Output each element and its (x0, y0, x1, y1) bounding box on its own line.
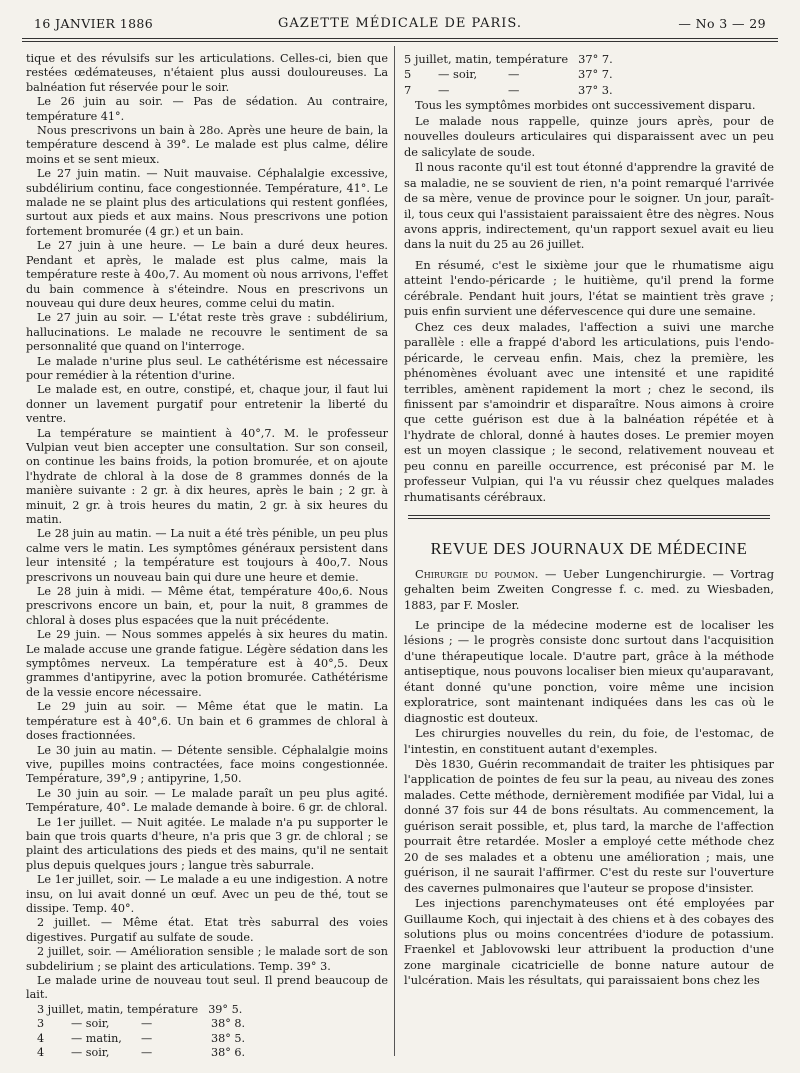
temp-ditto: — (141, 1017, 153, 1031)
paragraph: Le 27 juin matin. — Nuit mauvaise. Céphalalgie excessive, subdélirium continu, face congestionnée. Température, 41°. Le malade ne se plaint plus des articulations qui restent gonflées, surtout aux pieds et aux mains. Nous prescrivons une potion fortement bromurée (4 gr.) et un bain. (26, 167, 388, 238)
paragraph: Tous les symptômes morbides ont successivement disparu. (415, 98, 756, 113)
temperature-row (26, 1046, 388, 1060)
left-column (26, 52, 388, 1060)
paragraph: Le 29 juin. — Nous sommes appelés à six heures du matin. Le malade accuse une grande fatigue. Légère sédation dans les symptômes nerveux. La température est à 40°,5. Deux grammes d'antipyrine, avec la potion bromurée. Cathétérisme de la vessie encore nécessaire. (26, 628, 388, 699)
paragraph: Le 29 juin au soir. — Même état que le matin. La température est à 40°,6. Un bain et 6 grammes de chloral à doses fractionnées. (26, 700, 388, 743)
temp-day: 4 (37, 1031, 45, 1045)
paragraph: 2 juillet. — Même état. Etat très saburral des voies digestives. Purgatif au sulfate de soude. (26, 916, 388, 944)
paragraph: Le principe de la médecine moderne est de localiser les lésions ; — le progrès consiste donc surtout dans l'acquisition d'une thérapeutique locale. D'autre part, grâce à la méthode antiseptique, nous pouvons localiser bien mieux qu'auparavant, étant donné qu'une ponction, voire même une incision exploratrice, sont maintenant indiquées dans les cas où le diagnostic est douteux. (404, 617, 774, 725)
temperature-row (26, 1017, 388, 1031)
temp-ditto: — (141, 1046, 153, 1060)
paragraph: Les injections parenchymateuses ont été employées par Guillaume Koch, qui injectait à des chiens et à des cobayes des solutions plus ou moins concentrées d'iodure de potassium. Fraenkel et Jablovowski leur attribuent la production d'une zone marginale cicatricielle de bonne nature autour de l'ulcération. Mais les résultats, qui paraissaient bons chez les (404, 896, 774, 988)
rubric-heading: Chirurgie du poumon. (415, 566, 539, 581)
paragraph: Il nous raconte qu'il est tout étonné d'apprendre la gravité de sa maladie, ne se souvient de rien, n'a point remarqué l'arrivée de sa mère, venue de province pour le soigner. Un jour, paraît-il, tous ceux qui l'assistaient paraissaient être des nègres. Nous avons appris, indirectement, qu'un rapport sexuel avait eu lieu dans la nuit du 25 au 26 juillet. (404, 160, 774, 252)
temp-day: 4 (37, 1046, 45, 1060)
paragraph: tique et des révulsifs sur les articulations. Celles-ci, bien que restées œdémateuses, n'étaient plus aussi douloureuses. La balnéation fut réservée pour le soir. (26, 52, 388, 94)
paragraph: Le 27 juin au soir. — L'état reste très grave : subdélirium, hallucinations. Le malade ne recouvre le sentiment de sa personnalité que quand on l'interroge. (26, 311, 388, 354)
temp-value: 37° 7. (578, 52, 613, 66)
temp-value: 38° 6. (211, 1046, 246, 1060)
temp-value: 38° 8. (211, 1017, 246, 1031)
temperature-row (404, 67, 774, 82)
temp-ditto: — (508, 67, 520, 82)
temp-day: 7 (404, 82, 412, 97)
paragraph: Chez ces deux malades, l'affection a suivi une marche parallèle : elle a frappé d'abord les articulations, puis l'endo-péricarde, le cerveau enfin. Mais, chez la première, les phénomènes évoluant avec une intensité et une rapidité terribles, amènent rapidement la mort ; chez le second, ils finissent par s'amoindrir et disparaître. Nous aimons à croire que cette guérison est due à la balnéation répétée et à l'hydrate de chloral, donné à hautes doses. Le premier moyen est un moyen classique ; le second, relativement nouveau et peu connu en pareille occurrence, est préconisé par M. le professeur Vulpian, qui l'a vu réussir chez quelques malades rhumatisants cérébraux. (404, 319, 774, 504)
temp-value: 39° 5. (208, 1002, 243, 1016)
header-rule (22, 41, 778, 42)
paragraph: Le 28 juin au matin. — La nuit a été très pénible, un peu plus calme vers le matin. Les symptômes généraux persistent dans leur intensité ; la température est toujours à 40o,7. Nous prescrivons un nouveau bain qui dure une heure et demie. (26, 527, 388, 584)
header-date: 16 JANVIER 1886 (34, 16, 154, 31)
paragraph: Le malade est, en outre, constipé, et, chaque jour, il faut lui donner un lavement purgatif pour entretenir la liberté du ventre. (26, 383, 388, 426)
paragraph: Le 27 juin à une heure. — Le bain a duré deux heures. Pendant et après, le malade est plus calme, mais la température reste à 40o,7. Au moment où nous arrivons, l'effet du bain commence à s'éteindre. Nous en prescrivons un nouveau qui dure deux heures, comme celui du matin. (26, 239, 388, 310)
paragraph: 2 juillet, soir. — Amélioration sensible ; le malade sort de son subdelirium ; se plaint des articulations. Temp. 39° 3. (26, 945, 388, 973)
paragraph: La température se maintient à 40°,7. M. le professeur Vulpian veut bien accepter une consultation. Sur son conseil, on continue les bains froids, la potion bromurée, et on ajoute l'hydrate de chloral à la dose de 8 grammes donnés de la manière suivante : 2 gr. à dix heures, après le bain ; 2 gr. à minuit, 2 gr. à trois heures du matin, 2 gr. à six heures du matin. (26, 426, 388, 526)
header-rule (22, 38, 778, 39)
temp-time: — matin, (71, 1031, 122, 1045)
paragraph: Le malade nous rappelle, quinze jours après, pour de nouvelles douleurs articulaires qui disparaissent avec un peu de salicylate de soude. (404, 113, 774, 159)
paragraph: Le 30 juin au matin. — Détente sensible. Céphalalgie moins vive, pupilles moins contractées, face moins congestionnée. Température, 39°,9 ; antipyrine, 1,50. (26, 743, 388, 786)
temperature-row (404, 52, 774, 67)
temp-date: 3 juillet, matin, température (37, 1002, 199, 1016)
temp-time: — (438, 82, 450, 97)
temp-day: 3 (37, 1017, 45, 1031)
temp-value: 37° 3. (578, 82, 613, 97)
article-rubric (404, 567, 774, 613)
temp-date: 5 juillet, matin, température (404, 52, 569, 66)
temp-time: — soir, (71, 1046, 110, 1060)
temp-ditto: — (508, 82, 520, 97)
temp-value: 37° 7. (578, 67, 613, 82)
paragraph: En résumé, c'est le sixième jour que le rhumatisme aigu atteint l'endo-péricarde ; le huitième, qu'il prend la forme cérébrale. Pendant huit jours, l'état se maintient très grave ; puis enfin survient une défervescence qui dure une semaine. (404, 257, 774, 319)
paragraph: Le 1er juillet. — Nuit agitée. Le malade n'a pu supporter le bain que trois quarts d'heure, n'a pris que 3 gr. de chloral ; se plaint des articulations des pieds et des mains, qu'il ne sentait plus depuis quelques jours ; langue très saburrale. (26, 815, 388, 872)
section-rule (408, 518, 770, 519)
paragraph: Le 26 juin au soir. — Pas de sédation. Au contraire, température 41°. (26, 95, 388, 123)
rubric-reference: — Ueber Lungenchirurgie. — Vortrag gehalten beim Zweiten Congresse f. c. med. zu Wiesbaden, 1883, par F. Mosler. (404, 566, 775, 612)
paragraph: Le 30 juin au soir. — Le malade paraît un peu plus agité. Température, 40°. Le malade demande à boire. 6 gr. de chloral. (26, 786, 388, 815)
paragraph: Le 1er juillet, soir. — Le malade a eu une indigestion. A notre insu, on lui avait donné un œuf. Avec un peu de thé, tout se dissipe. Temp. 40°. (26, 873, 388, 915)
temperature-row (404, 83, 774, 98)
header-title: GAZETTE MÉDICALE DE PARIS. (278, 16, 522, 31)
temp-day: 5 (404, 67, 412, 82)
paragraph: Le malade n'urine plus seul. Le cathétérisme est nécessaire pour remédier à la rétention d'urine. (26, 354, 388, 382)
temp-time: — soir, (438, 67, 478, 82)
paragraph: Le malade urine de nouveau tout seul. Il prend beaucoup de lait. (26, 974, 388, 1002)
right-column (404, 52, 774, 989)
paragraph: Le 28 juin à midi. — Même état, température 40o,6. Nous prescrivons encore un bain, et, pour la nuit, 8 grammes de chloral à doses plus espacées que la nuit précédente. (26, 585, 388, 627)
paragraph: Nous prescrivons un bain à 28o. Après une heure de bain, la température descend à 39°. Le malade est plus calme, délire moins et se sent mieux. (26, 124, 388, 166)
paragraph: Les chirurgies nouvelles du rein, du foie, de l'estomac, de l'intestin, en constituent autant d'exemples. (404, 726, 774, 756)
section-title: REVUE DES JOURNAUX DE MÉDECINE (430, 539, 748, 559)
temp-time: — soir, (71, 1017, 110, 1031)
column-divider (394, 46, 395, 1056)
header-page-number: — No 3 — 29 (678, 16, 766, 31)
section-rule (408, 515, 770, 516)
temperature-row (26, 1003, 388, 1017)
temperature-row (26, 1032, 388, 1046)
temp-ditto: — (141, 1031, 153, 1045)
temp-value: 38° 5. (211, 1031, 246, 1045)
paragraph: Dès 1830, Guérin recommandait de traiter les phtisiques par l'application de pointes de feu sur la peau, au niveau des zones malades. Cette méthode, dernièrement modifiée par Vidal, lui a donné 37 fois sur 44 de bons résultats. Au commencement, la guérison serait possible, et, plus tard, la marche de l'affection pourrait être retardée. Mosler a employé cette méthode chez 20 de ses malades et a obtenu une amélioration ; mais, une guérison, il ne saurait l'affirmer. C'est du reste sur l'ouverture des cavernes pulmonaires que l'auteur se propose d'insister. (404, 757, 774, 895)
